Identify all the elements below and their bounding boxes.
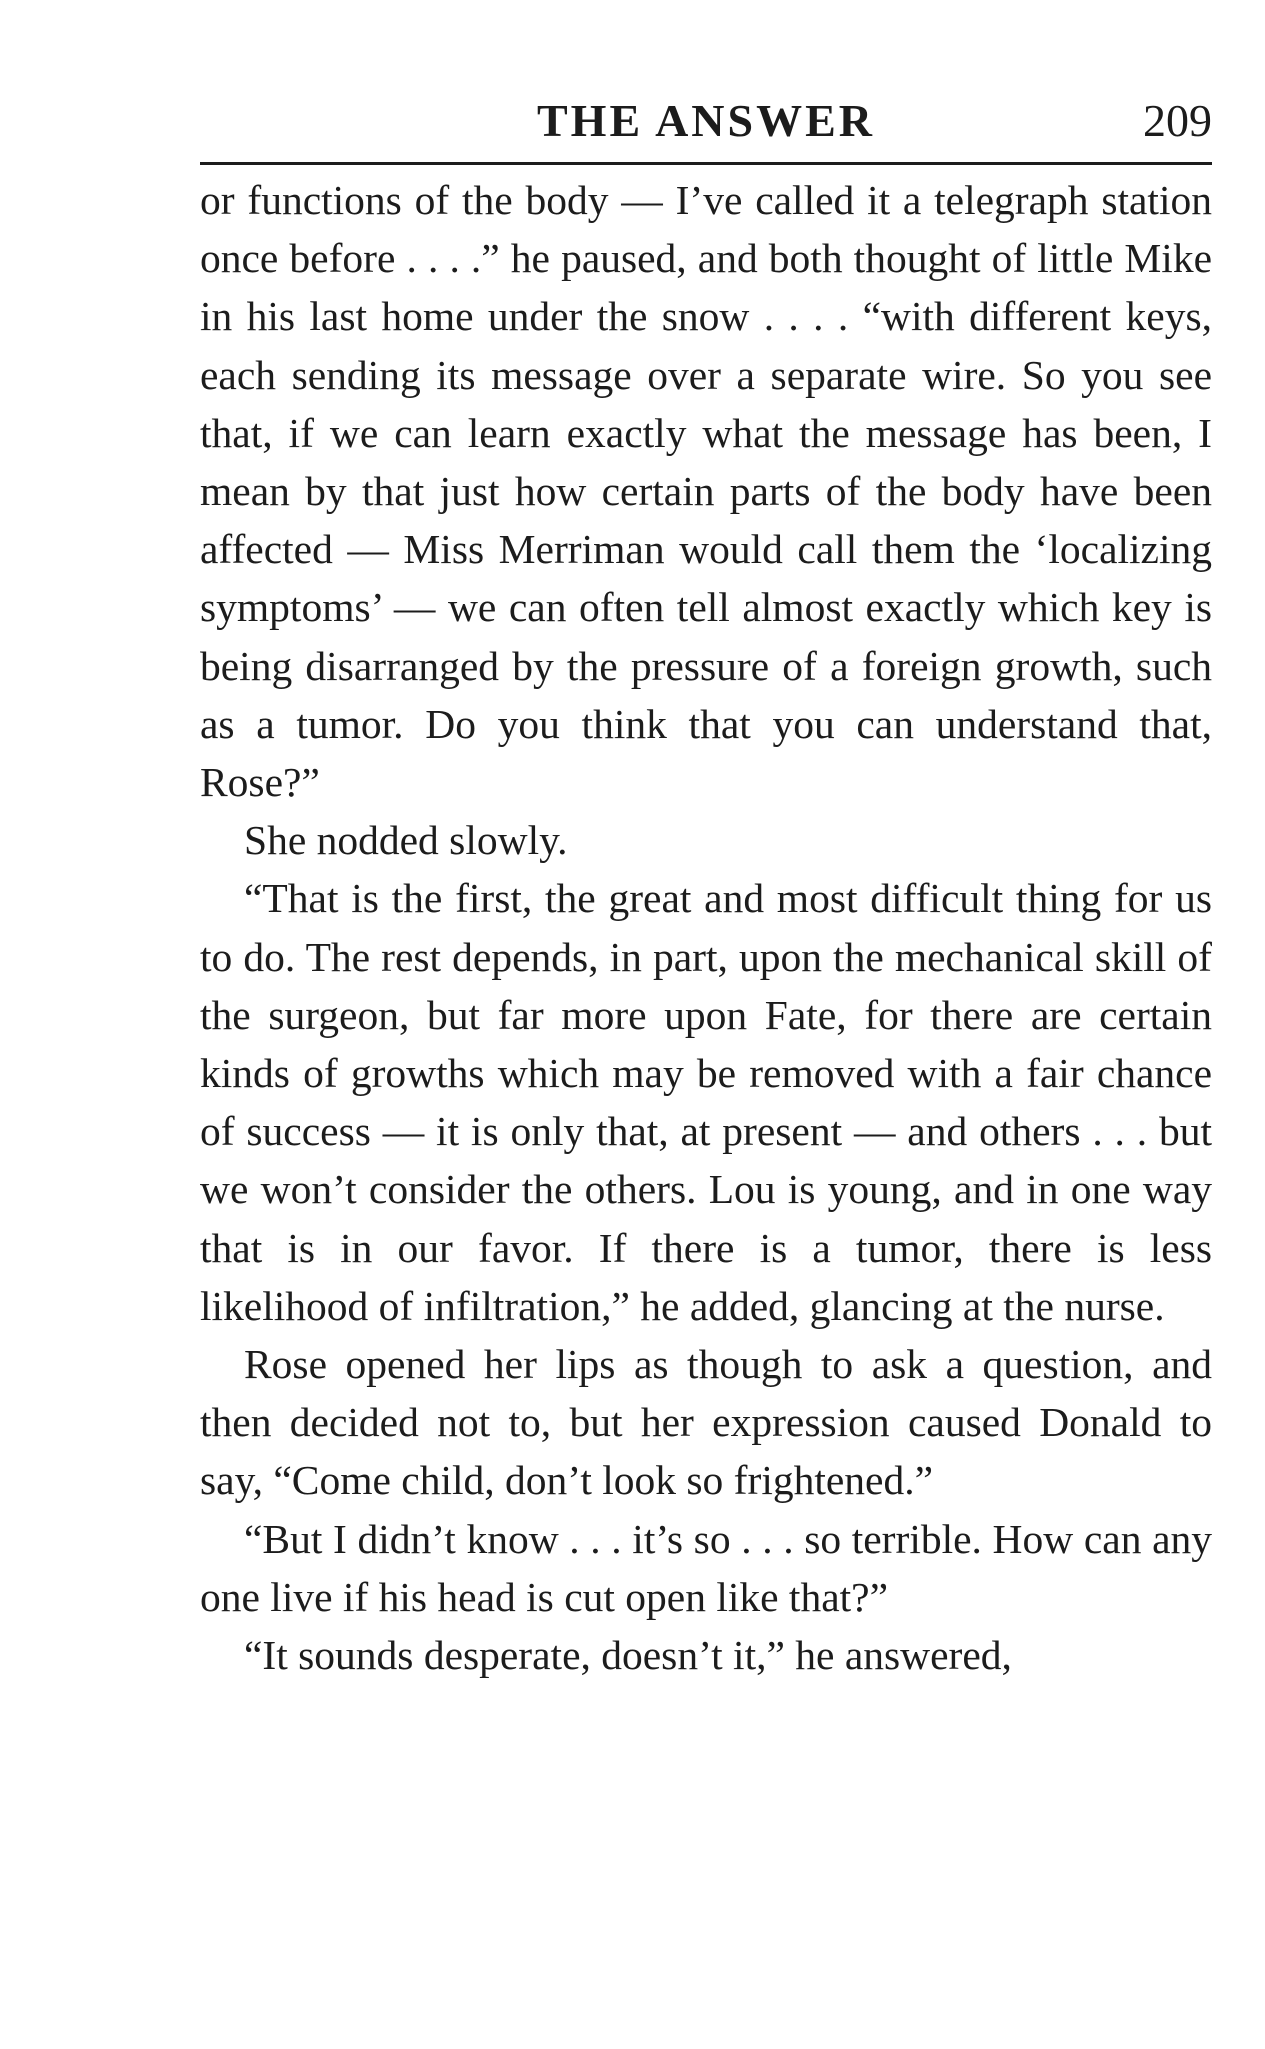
page-header [200, 88, 1212, 160]
running-head: THE ANSWER [536, 95, 876, 146]
book-page [200, 88, 1212, 1684]
paragraph: or functions of the body — I’ve called it a telegraph station once before . . . .” he paused, and both thought of little Mike in his last home under the snow . . . . “with different keys, each sending its message over a separate wire. So you see that, if we can learn exactly what the message has been, I mean by that just how certain parts of the body have been affected — Miss Merriman would call them the ‘localizing symptoms’ — we can often tell almost exactly which key is being disarranged by the pressure of a foreign growth, such as a tumor. Do you think that you can understand that, Rose?” [200, 177, 1212, 806]
paragraph: She nodded slowly. [244, 817, 568, 864]
page-number: 209 [1143, 95, 1212, 146]
body-text [200, 171, 1212, 1684]
header-rule [200, 162, 1212, 165]
paragraph: “But I didn’t know . . . it’s so . . . so terrible. How can any one live if his head is cut open like that?” [200, 1515, 1212, 1620]
paragraph: “That is the first, the great and most difficult thing for us to do. The rest depends, in part, upon the mechanical skill of the surgeon, but far more upon Fate, for there are certain kinds of growths which may be removed with a fair chance of success — it is only that, at present — and others . . . but we won’t consider the others. Lou is young, and in one way that is in our favor. If there is a tumor, there is less likelihood of infiltration,” he added, glancing at the nurse. [200, 875, 1212, 1329]
paragraph: Rose opened her lips as though to ask a question, and then decided not to, but her expression caused Donald to say, “Come child, don’t look so frightened.” [200, 1341, 1212, 1504]
paragraph: “It sounds desperate, doesn’t it,” he answered, [244, 1632, 1012, 1679]
